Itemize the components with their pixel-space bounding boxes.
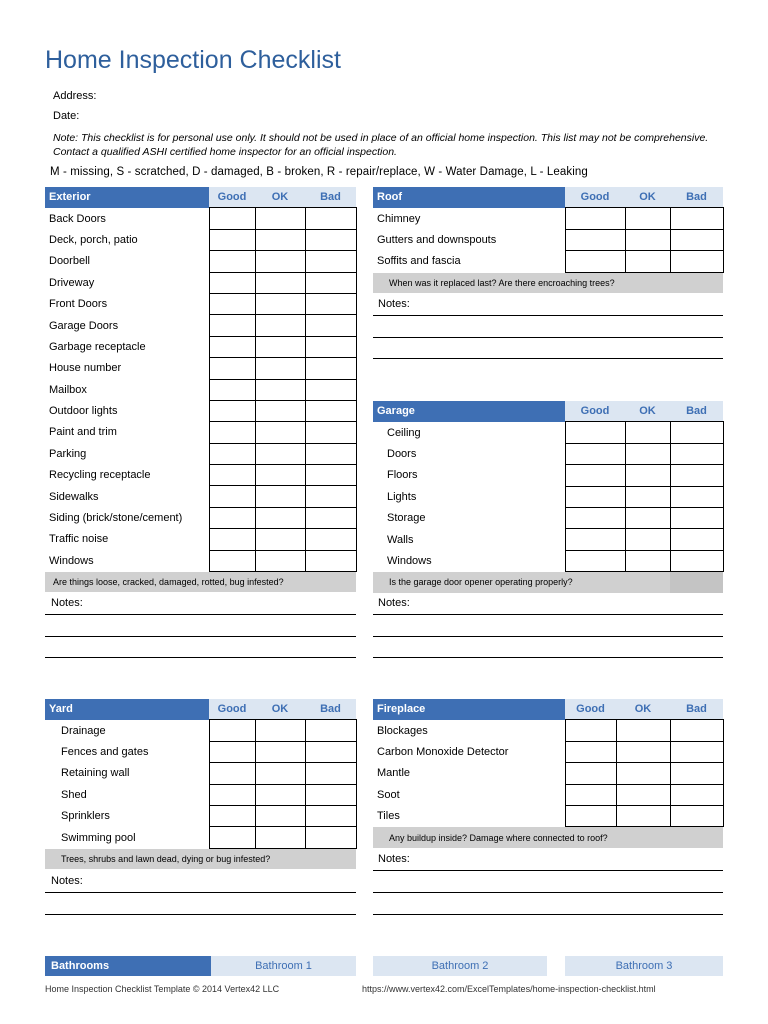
item-label: Garage Doors (49, 319, 119, 332)
exterior-title: Exterior (45, 187, 209, 208)
good-checkbox[interactable] (209, 272, 255, 293)
item-label: Back Doors (49, 212, 106, 225)
bad-checkbox[interactable] (670, 805, 723, 826)
good-checkbox[interactable] (209, 422, 255, 443)
bad-checkbox[interactable] (670, 741, 723, 762)
good-checkbox[interactable] (209, 486, 255, 507)
ok-checkbox[interactable] (625, 229, 670, 250)
bad-checkbox[interactable] (305, 208, 356, 229)
checklist-row (45, 315, 356, 336)
bathroom-3-header: Bathroom 3 (565, 956, 723, 976)
ok-checkbox[interactable] (625, 486, 670, 507)
col-ok: OK (616, 699, 670, 720)
good-checkbox[interactable] (565, 422, 625, 443)
footer-copyright: Home Inspection Checklist Template © 2014 Vertex42 LLC (45, 984, 280, 994)
good-checkbox[interactable] (209, 720, 255, 741)
good-checkbox[interactable] (209, 784, 255, 805)
bad-checkbox[interactable] (305, 379, 356, 400)
item-label: Drainage (61, 724, 106, 737)
bad-checkbox[interactable] (670, 208, 723, 229)
exterior-table (45, 187, 357, 592)
good-checkbox[interactable] (209, 741, 255, 762)
checklist-row (373, 208, 723, 229)
good-checkbox[interactable] (565, 465, 625, 486)
item-label: Gutters and downspouts (377, 233, 497, 246)
item-label: Retaining wall (61, 767, 130, 780)
item-label: Recycling receptacle (49, 469, 151, 482)
item-label: Deck, porch, patio (49, 233, 138, 246)
checklist-row (45, 763, 356, 784)
checklist-row (45, 529, 356, 550)
ok-checkbox[interactable] (616, 763, 670, 784)
good-checkbox[interactable] (565, 507, 625, 528)
good-checkbox[interactable] (565, 208, 625, 229)
good-checkbox[interactable] (565, 741, 616, 762)
ok-checkbox[interactable] (255, 293, 305, 314)
item-label: Carbon Monoxide Detector (377, 745, 509, 758)
notes-line[interactable] (373, 914, 723, 915)
bad-checkbox[interactable] (305, 741, 356, 762)
checklist-row (45, 379, 356, 400)
ok-checkbox[interactable] (255, 507, 305, 528)
bad-checkbox[interactable] (670, 529, 723, 550)
yard-notes-label: Notes: (51, 875, 83, 887)
good-checkbox[interactable] (209, 400, 255, 421)
item-label: Floors (387, 469, 418, 482)
bad-checkbox[interactable] (670, 507, 723, 528)
item-label: Siding (brick/stone/cement) (49, 512, 183, 525)
good-checkbox[interactable] (565, 443, 625, 464)
notes-line[interactable] (373, 315, 723, 316)
ok-checkbox[interactable] (255, 827, 305, 848)
exterior-question: Are things loose, cracked, damaged, rotted, bug infested? (45, 572, 356, 593)
ok-checkbox[interactable] (625, 529, 670, 550)
col-good: Good (209, 699, 255, 720)
good-checkbox[interactable] (209, 443, 255, 464)
col-ok: OK (255, 187, 305, 208)
ok-checkbox[interactable] (255, 400, 305, 421)
ok-checkbox[interactable] (255, 315, 305, 336)
col-ok: OK (625, 187, 670, 208)
bad-checkbox[interactable] (305, 763, 356, 784)
date-label: Date: (53, 110, 80, 122)
garage-table (373, 401, 724, 593)
good-checkbox[interactable] (209, 827, 255, 848)
notes-line[interactable] (45, 657, 356, 658)
bad-checkbox[interactable] (305, 400, 356, 421)
checklist-row (45, 827, 356, 848)
ok-checkbox[interactable] (255, 529, 305, 550)
item-label: Ceiling (387, 426, 421, 439)
yard-table (45, 699, 357, 869)
checklist-row (45, 784, 356, 805)
garage-title: Garage (373, 401, 565, 422)
bad-checkbox[interactable] (305, 529, 356, 550)
fireplace-notes-label: Notes: (378, 853, 410, 865)
ok-checkbox[interactable] (255, 784, 305, 805)
notes-line[interactable] (373, 337, 723, 338)
bad-checkbox[interactable] (670, 784, 723, 805)
garage-notes-label: Notes: (378, 597, 410, 609)
item-label: Windows (387, 554, 432, 567)
item-label: Lights (387, 490, 417, 503)
checklist-row (45, 293, 356, 314)
footer-url[interactable]: https://www.vertex42.com/ExcelTemplates/home-inspection-checklist.html (362, 984, 656, 994)
item-label: Shed (61, 788, 87, 801)
item-label: Walls (387, 533, 414, 546)
ok-checkbox[interactable] (255, 251, 305, 272)
ok-checkbox[interactable] (255, 486, 305, 507)
ok-checkbox[interactable] (255, 422, 305, 443)
checklist-row (45, 805, 356, 826)
item-label: Windows (49, 554, 94, 567)
bad-checkbox[interactable] (305, 827, 356, 848)
checklist-row (373, 805, 723, 826)
col-bad: Bad (670, 187, 723, 208)
good-checkbox[interactable] (209, 465, 255, 486)
item-label: Doorbell (49, 255, 90, 268)
checklist-row (373, 443, 723, 464)
col-bad: Bad (305, 187, 356, 208)
good-checkbox[interactable] (209, 208, 255, 229)
col-good: Good (565, 699, 616, 720)
notes-line[interactable] (373, 614, 723, 615)
ok-checkbox[interactable] (255, 720, 305, 741)
ok-checkbox[interactable] (255, 550, 305, 571)
yard-question: Trees, shrubs and lawn dead, dying or bug infested? (45, 848, 356, 869)
checklist-row (373, 741, 723, 762)
bad-checkbox[interactable] (305, 784, 356, 805)
good-checkbox[interactable] (209, 550, 255, 571)
fireplace-title: Fireplace (373, 699, 565, 720)
ok-checkbox[interactable] (255, 208, 305, 229)
ok-checkbox[interactable] (616, 720, 670, 741)
ok-checkbox[interactable] (616, 741, 670, 762)
exterior-notes-label: Notes: (51, 597, 83, 609)
col-good: Good (565, 401, 625, 422)
ok-checkbox[interactable] (255, 805, 305, 826)
good-checkbox[interactable] (209, 336, 255, 357)
checklist-row (45, 741, 356, 762)
item-label: Chimney (377, 212, 421, 225)
bad-checkbox[interactable] (670, 720, 723, 741)
address-label: Address: (53, 90, 97, 102)
item-label: Parking (49, 447, 87, 460)
good-checkbox[interactable] (209, 379, 255, 400)
checklist-row (45, 486, 356, 507)
garage-rows (373, 422, 723, 572)
item-label: Doors (387, 447, 417, 460)
col-bad: Bad (670, 401, 723, 422)
good-checkbox[interactable] (209, 229, 255, 250)
bad-checkbox[interactable] (305, 443, 356, 464)
yard-title: Yard (45, 699, 209, 720)
good-checkbox[interactable] (565, 529, 625, 550)
ok-checkbox[interactable] (616, 805, 670, 826)
item-label: Mailbox (49, 383, 87, 396)
item-label: Soffits and fascia (377, 255, 461, 268)
good-checkbox[interactable] (209, 358, 255, 379)
ok-checkbox[interactable] (625, 208, 670, 229)
condition-legend: M - missing, S - scratched, D - damaged, B - broken, R - repair/replace, W - Water Damage, L - Leaking (50, 166, 588, 178)
ok-checkbox[interactable] (255, 272, 305, 293)
checklist-row (45, 550, 356, 571)
ok-checkbox[interactable] (255, 443, 305, 464)
disclaimer-note: Note: This checklist is for personal use only. It should not be used in place of an official home inspection. This list may not be comprehensive. Contact a qualified ASHI certified home inspector for an official inspection. (53, 132, 709, 158)
good-checkbox[interactable] (209, 293, 255, 314)
checklist-row (45, 229, 356, 250)
ok-checkbox[interactable] (255, 741, 305, 762)
item-label: Swimming pool (61, 831, 136, 844)
ok-checkbox[interactable] (255, 465, 305, 486)
bad-checkbox[interactable] (305, 251, 356, 272)
col-good: Good (565, 187, 625, 208)
col-ok: OK (255, 699, 305, 720)
bad-checkbox[interactable] (305, 550, 356, 571)
fireplace-question: Any buildup inside? Damage where connected to roof? (373, 827, 723, 848)
bad-checkbox[interactable] (305, 465, 356, 486)
ok-checkbox[interactable] (625, 422, 670, 443)
checklist-row (45, 720, 356, 741)
checklist-row (45, 358, 356, 379)
good-checkbox[interactable] (565, 251, 625, 272)
exterior-rows (45, 208, 356, 572)
item-label: Blockages (377, 724, 428, 737)
checklist-row (373, 529, 723, 550)
notes-line[interactable] (373, 657, 723, 658)
good-checkbox[interactable] (565, 229, 625, 250)
item-label: Sprinklers (61, 810, 110, 823)
item-label: Driveway (49, 276, 95, 289)
checklist-row (373, 465, 723, 486)
fireplace-rows (373, 720, 723, 827)
bad-checkbox[interactable] (670, 443, 723, 464)
good-checkbox[interactable] (565, 763, 616, 784)
item-label: Soot (377, 788, 400, 801)
bathroom-1-header: Bathroom 1 (211, 956, 356, 976)
bad-checkbox[interactable] (305, 720, 356, 741)
checklist-row (373, 251, 723, 272)
good-checkbox[interactable] (565, 550, 625, 571)
checklist-row (373, 550, 723, 571)
checklist-row (373, 486, 723, 507)
item-label: Front Doors (49, 298, 108, 311)
bathrooms-title: Bathrooms (45, 956, 211, 976)
bad-checkbox[interactable] (305, 422, 356, 443)
col-bad: Bad (305, 699, 356, 720)
good-checkbox[interactable] (565, 784, 616, 805)
good-checkbox[interactable] (209, 763, 255, 784)
item-label: Storage (387, 512, 426, 525)
col-bad: Bad (670, 699, 723, 720)
checklist-row (45, 507, 356, 528)
bad-checkbox[interactable] (670, 465, 723, 486)
item-label: Fences and gates (61, 745, 149, 758)
notes-line[interactable] (373, 892, 723, 893)
checklist-row (373, 763, 723, 784)
roof-rows (373, 208, 723, 272)
checklist-row (45, 443, 356, 464)
checklist-row (45, 465, 356, 486)
bad-checkbox[interactable] (305, 229, 356, 250)
checklist-row (45, 422, 356, 443)
good-checkbox[interactable] (209, 805, 255, 826)
good-checkbox[interactable] (565, 805, 616, 826)
garage-question: Is the garage door opener operating properly? (373, 572, 670, 593)
notes-line[interactable] (45, 614, 356, 615)
bad-checkbox[interactable] (305, 358, 356, 379)
ok-checkbox[interactable] (255, 229, 305, 250)
bad-checkbox[interactable] (305, 336, 356, 357)
roof-title: Roof (373, 187, 565, 208)
checklist-row (373, 720, 723, 741)
bad-checkbox[interactable] (305, 805, 356, 826)
bad-checkbox[interactable] (305, 315, 356, 336)
bad-checkbox[interactable] (670, 486, 723, 507)
bad-checkbox[interactable] (670, 251, 723, 272)
good-checkbox[interactable] (565, 486, 625, 507)
checklist-row (45, 251, 356, 272)
checklist-row (45, 400, 356, 421)
page-title: Home Inspection Checklist (45, 46, 341, 74)
col-good: Good (209, 187, 255, 208)
fireplace-table (373, 699, 724, 848)
item-label: Garbage receptacle (49, 340, 146, 353)
checklist-row (373, 422, 723, 443)
ok-checkbox[interactable] (616, 784, 670, 805)
notes-line[interactable] (45, 636, 356, 637)
bad-checkbox[interactable] (670, 229, 723, 250)
roof-table (373, 187, 724, 293)
checklist-row (45, 208, 356, 229)
ok-checkbox[interactable] (625, 251, 670, 272)
ok-checkbox[interactable] (625, 443, 670, 464)
bad-checkbox[interactable] (670, 422, 723, 443)
good-checkbox[interactable] (209, 251, 255, 272)
item-label: Traffic noise (49, 533, 109, 546)
ok-checkbox[interactable] (255, 358, 305, 379)
item-label: Outdoor lights (49, 405, 118, 418)
bad-checkbox[interactable] (305, 507, 356, 528)
ok-checkbox[interactable] (255, 336, 305, 357)
bad-checkbox[interactable] (670, 550, 723, 571)
notes-line[interactable] (373, 358, 723, 359)
notes-line[interactable] (45, 914, 356, 915)
checklist-row (45, 336, 356, 357)
checklist-row (373, 784, 723, 805)
roof-notes-label: Notes: (378, 298, 410, 310)
bad-checkbox[interactable] (305, 272, 356, 293)
bathroom-2-header: Bathroom 2 (373, 956, 547, 976)
good-checkbox[interactable] (565, 720, 616, 741)
bad-checkbox[interactable] (305, 293, 356, 314)
good-checkbox[interactable] (209, 529, 255, 550)
yard-rows (45, 720, 356, 848)
item-label: Paint and trim (49, 426, 117, 439)
good-checkbox[interactable] (209, 507, 255, 528)
item-label: Tiles (377, 810, 400, 823)
ok-checkbox[interactable] (625, 550, 670, 571)
ok-checkbox[interactable] (255, 763, 305, 784)
notes-line[interactable] (373, 870, 723, 871)
ok-checkbox[interactable] (625, 507, 670, 528)
notes-line[interactable] (373, 636, 723, 637)
bad-checkbox[interactable] (670, 763, 723, 784)
item-label: House number (49, 362, 122, 375)
ok-checkbox[interactable] (625, 465, 670, 486)
checklist-row (373, 507, 723, 528)
roof-question: When was it replaced last? Are there encroaching trees? (373, 272, 723, 293)
notes-line[interactable] (45, 892, 356, 893)
item-label: Mantle (377, 767, 411, 780)
item-label: Sidewalks (49, 490, 99, 503)
bad-checkbox[interactable] (305, 486, 356, 507)
col-ok: OK (625, 401, 670, 422)
checklist-row (373, 229, 723, 250)
checklist-row (45, 272, 356, 293)
good-checkbox[interactable] (209, 315, 255, 336)
ok-checkbox[interactable] (255, 379, 305, 400)
